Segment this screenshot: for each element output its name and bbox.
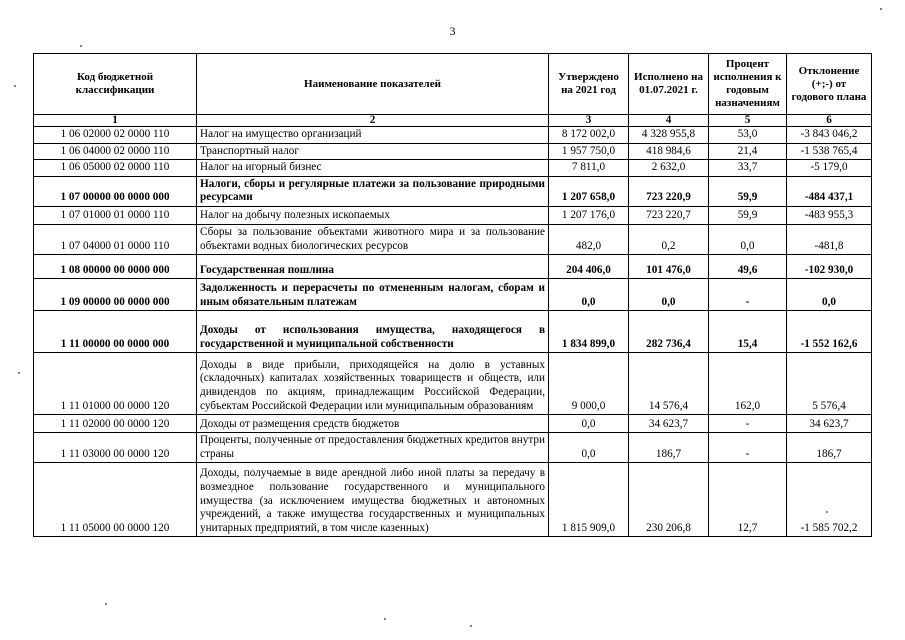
executed-cell: 418 984,6 [629, 143, 709, 160]
executed-cell: 186,7 [629, 433, 709, 463]
percent-cell: 12,7 [709, 463, 787, 537]
deviation-cell: -1 585 702,2 [787, 463, 872, 537]
percent-cell: 162,0 [709, 353, 787, 415]
deviation-cell: -3 843 046,2 [787, 127, 872, 144]
name-cell: Налог на имущество организаций [197, 127, 549, 144]
deviation-cell: -102 930,0 [787, 255, 872, 279]
executed-cell: 0,2 [629, 224, 709, 254]
approved-cell: 1 207 658,0 [549, 176, 629, 206]
executed-cell: 4 328 955,8 [629, 127, 709, 144]
deviation-cell: -483 955,3 [787, 206, 872, 224]
table-body [34, 115, 872, 537]
scan-speck [826, 511, 828, 513]
name-cell: Доходы от использования имущества, находящегося в государственной и муниципальной собственности [197, 311, 549, 353]
name-cell: Доходы, получаемые в виде арендной либо иной платы за передачу в возмездное пользование государственного и муниципального имущества (за исключением имущества бюджетных и автономных учреждений, а также имущества государственных и муниципальных унитарных предприятий, в том числе казенных) [197, 463, 549, 537]
executed-cell: 282 736,4 [629, 311, 709, 353]
scan-speck [18, 372, 20, 374]
deviation-cell: -481,8 [787, 224, 872, 254]
scan-speck [80, 45, 82, 47]
approved-cell: 9 000,0 [549, 353, 629, 415]
executed-cell: 723 220,7 [629, 206, 709, 224]
approved-cell: 1 207 176,0 [549, 206, 629, 224]
name-cell: Сборы за пользование объектами животного мира и за пользование объектами водных биологических ресурсов [197, 224, 549, 254]
approved-cell: 0,0 [549, 279, 629, 311]
column-number: 4 [629, 115, 709, 127]
column-number: 5 [709, 115, 787, 127]
code-cell: 1 06 02000 02 0000 110 [34, 127, 197, 144]
percent-cell: 0,0 [709, 224, 787, 254]
column-number: 3 [549, 115, 629, 127]
code-cell: 1 07 01000 01 0000 110 [34, 206, 197, 224]
deviation-cell: -5 179,0 [787, 160, 872, 177]
percent-cell: 15,4 [709, 311, 787, 353]
table-row [34, 433, 872, 463]
table-row [34, 224, 872, 254]
approved-cell: 1 815 909,0 [549, 463, 629, 537]
name-cell: Налоги, сборы и регулярные платежи за пользование природными ресурсами [197, 176, 549, 206]
table-row [34, 143, 872, 160]
name-cell: Проценты, полученные от предоставления бюджетных кредитов внутри страны [197, 433, 549, 463]
name-cell: Задолженность и перерасчеты по отмененным налогам, сборам и иным обязательным платежам [197, 279, 549, 311]
scan-speck [880, 8, 882, 10]
percent-cell: - [709, 433, 787, 463]
approved-cell: 8 172 002,0 [549, 127, 629, 144]
name-cell: Доходы от размещения средств бюджетов [197, 415, 549, 433]
table-row [34, 206, 872, 224]
table-row [34, 127, 872, 144]
deviation-cell: -484 437,1 [787, 176, 872, 206]
percent-cell: 53,0 [709, 127, 787, 144]
column-number: 1 [34, 115, 197, 127]
code-cell: 1 09 00000 00 0000 000 [34, 279, 197, 311]
code-cell: 1 11 05000 00 0000 120 [34, 463, 197, 537]
percent-cell: 59,9 [709, 176, 787, 206]
scan-speck [384, 618, 386, 620]
table-row [34, 311, 872, 353]
percent-cell: - [709, 279, 787, 311]
approved-cell: 1 957 750,0 [549, 143, 629, 160]
code-cell: 1 11 02000 00 0000 120 [34, 415, 197, 433]
code-cell: 1 07 04000 01 0000 110 [34, 224, 197, 254]
table-row [34, 160, 872, 177]
name-cell: Доходы в виде прибыли, приходящейся на долю в уставных (складочных) капиталах хозяйственных товариществ и обществ, или дивидендов по акциям, принадлежащим Российской Федерации, субъектам Российской Федерации или муниципальным образованиям [197, 353, 549, 415]
deviation-cell: 0,0 [787, 279, 872, 311]
header-deviation: Отклонение (+;-) от годового плана [787, 54, 872, 115]
executed-cell: 34 623,7 [629, 415, 709, 433]
budget-execution-table [33, 53, 872, 537]
scan-speck [105, 603, 107, 605]
code-cell: 1 11 01000 00 0000 120 [34, 353, 197, 415]
table-row [34, 255, 872, 279]
code-cell: 1 06 04000 02 0000 110 [34, 143, 197, 160]
executed-cell: 230 206,8 [629, 463, 709, 537]
name-cell: Транспортный налог [197, 143, 549, 160]
column-number: 2 [197, 115, 549, 127]
header-executed: Исполнено на 01.07.2021 г. [629, 54, 709, 115]
approved-cell: 204 406,0 [549, 255, 629, 279]
percent-cell: - [709, 415, 787, 433]
table-row [34, 353, 872, 415]
executed-cell: 2 632,0 [629, 160, 709, 177]
approved-cell: 1 834 899,0 [549, 311, 629, 353]
code-cell: 1 08 00000 00 0000 000 [34, 255, 197, 279]
deviation-cell: 5 576,4 [787, 353, 872, 415]
approved-cell: 0,0 [549, 433, 629, 463]
header-name: Наименование показателей [197, 54, 549, 115]
percent-cell: 59,9 [709, 206, 787, 224]
deviation-cell: 34 623,7 [787, 415, 872, 433]
table-row [34, 279, 872, 311]
deviation-cell: -1 552 162,6 [787, 311, 872, 353]
name-cell: Налог на добычу полезных ископаемых [197, 206, 549, 224]
scan-speck [470, 625, 472, 627]
executed-cell: 0,0 [629, 279, 709, 311]
executed-cell: 14 576,4 [629, 353, 709, 415]
table-row [34, 176, 872, 206]
code-cell: 1 07 00000 00 0000 000 [34, 176, 197, 206]
deviation-cell: -1 538 765,4 [787, 143, 872, 160]
percent-cell: 49,6 [709, 255, 787, 279]
table-row [34, 415, 872, 433]
column-number: 6 [787, 115, 872, 127]
approved-cell: 482,0 [549, 224, 629, 254]
executed-cell: 723 220,9 [629, 176, 709, 206]
executed-cell: 101 476,0 [629, 255, 709, 279]
header-approved: Утверждено на 2021 год [549, 54, 629, 115]
page-number: 3 [449, 24, 456, 38]
table-row [34, 463, 872, 537]
code-cell: 1 06 05000 02 0000 110 [34, 160, 197, 177]
percent-cell: 21,4 [709, 143, 787, 160]
header-code: Код бюджетной классификации [34, 54, 197, 115]
code-cell: 1 11 03000 00 0000 120 [34, 433, 197, 463]
header-row [34, 54, 872, 115]
approved-cell: 7 811,0 [549, 160, 629, 177]
scan-speck [14, 85, 16, 87]
name-cell: Налог на игорный бизнес [197, 160, 549, 177]
header-percent: Процент исполнения к годовым назначениям [709, 54, 787, 115]
approved-cell: 0,0 [549, 415, 629, 433]
percent-cell: 33,7 [709, 160, 787, 177]
deviation-cell: 186,7 [787, 433, 872, 463]
code-cell: 1 11 00000 00 0000 000 [34, 311, 197, 353]
name-cell: Государственная пошлина [197, 255, 549, 279]
column-number-row [34, 115, 872, 127]
